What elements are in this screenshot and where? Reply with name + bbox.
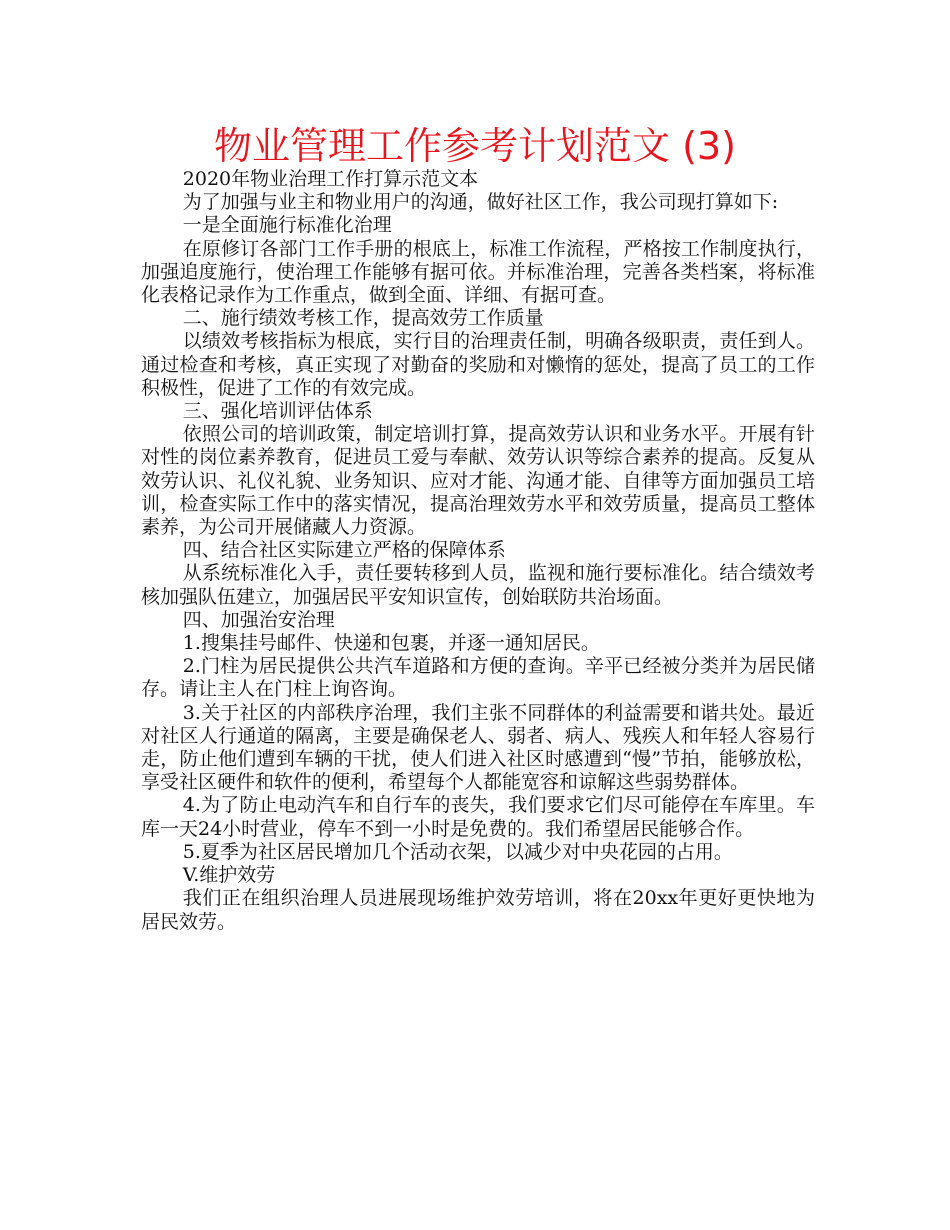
list-item: 2.门柱为居民提供公共汽车道路和方便的查询。辛平已经被分类并为居民储存。请让主人在门柱上询咨询。	[141, 655, 815, 701]
section-heading: 三、强化培训评估体系	[182, 400, 373, 423]
list-item: 3.关于社区的内部秩序治理，我们主张不同群体的利益需要和谐共处。最近对社区人行通道的隔离，主要是确保老人、弱者、病人、残疾人和年轻人容易行走，防止他们遭到车辆的干扰，使人们进入社区时感遭到“慢”节拍，能够放松，享受社区硬件和软件的便利，希望每个人都能宽容和谅解这些弱势群体。	[141, 701, 815, 794]
section-heading: 二、施行绩效考核工作，提高效劳工作质量	[182, 307, 544, 330]
document-body	[141, 168, 815, 934]
list-item: 4.为了防止电动汽车和自行车的丧失，我们要求它们尽可能停在车库里。车库一天24小时营业，停车不到一小时是免费的。我们希望居民能够合作。	[141, 794, 815, 840]
body-paragraph: 我们正在组织治理人员进展现场维护效劳培训，将在20xx年更好更快地为居民效劳。	[141, 887, 815, 933]
section-heading: 四、加强治安治理	[182, 608, 335, 631]
body-paragraph: 从系统标准化入手，责任要转移到人员，监视和施行要标准化。结合绩效考核加强队伍建立，加强居民平安知识宣传，创始联防共治场面。	[141, 562, 815, 608]
document-title: 物业管理工作参考计划范文 (3)	[214, 124, 736, 168]
list-item: 1.搜集挂号邮件、快递和包裹，并逐一通知居民。	[182, 632, 600, 655]
section-heading: 一是全面施行标准化治理	[182, 214, 392, 237]
body-paragraph: 在原修订各部门工作手册的根底上，标准工作流程，严格按工作制度执行，加强追度施行，使治理工作能够有据可依。并标准治理，完善各类档案，将标准化表格记录作为工作重点，做到全面、详细、有据可查。	[141, 237, 815, 307]
body-paragraph: 以绩效考核指标为根底，实行目的治理责任制，明确各级职责，责任到人。通过检查和考核，真正实现了对勤奋的奖励和对懒惰的惩处，提高了员工的工作积极性，促进了工作的有效完成。	[141, 330, 815, 399]
section-heading: V.维护效劳	[182, 864, 276, 887]
section-heading: 四、结合社区实际建立严格的保障体系	[182, 539, 506, 562]
body-paragraph: 依照公司的培训政策，制定培训打算，提高效劳认识和业务水平。开展有针对性的岗位素养教育，促进员工爱与奉献、效劳认识等综合素养的提高。反复从效劳认识、礼仪礼貌、业务知识、应对才能、沟通才能、自律等方面加强员工培训，检查实际工作中的落实情况，提高治理效劳水平和效劳质量，提高员工整体素养，为公司开展储藏人力资源。	[141, 423, 815, 539]
intro-paragraph: 为了加强与业主和物业用户的沟通，做好社区工作，我公司现打算如下:	[182, 191, 779, 214]
document-subtitle: 2020年物业治理工作打算示范文本	[182, 168, 479, 190]
list-item: 5.夏季为社区居民增加几个活动衣架，以减少对中央花园的占用。	[182, 840, 733, 863]
